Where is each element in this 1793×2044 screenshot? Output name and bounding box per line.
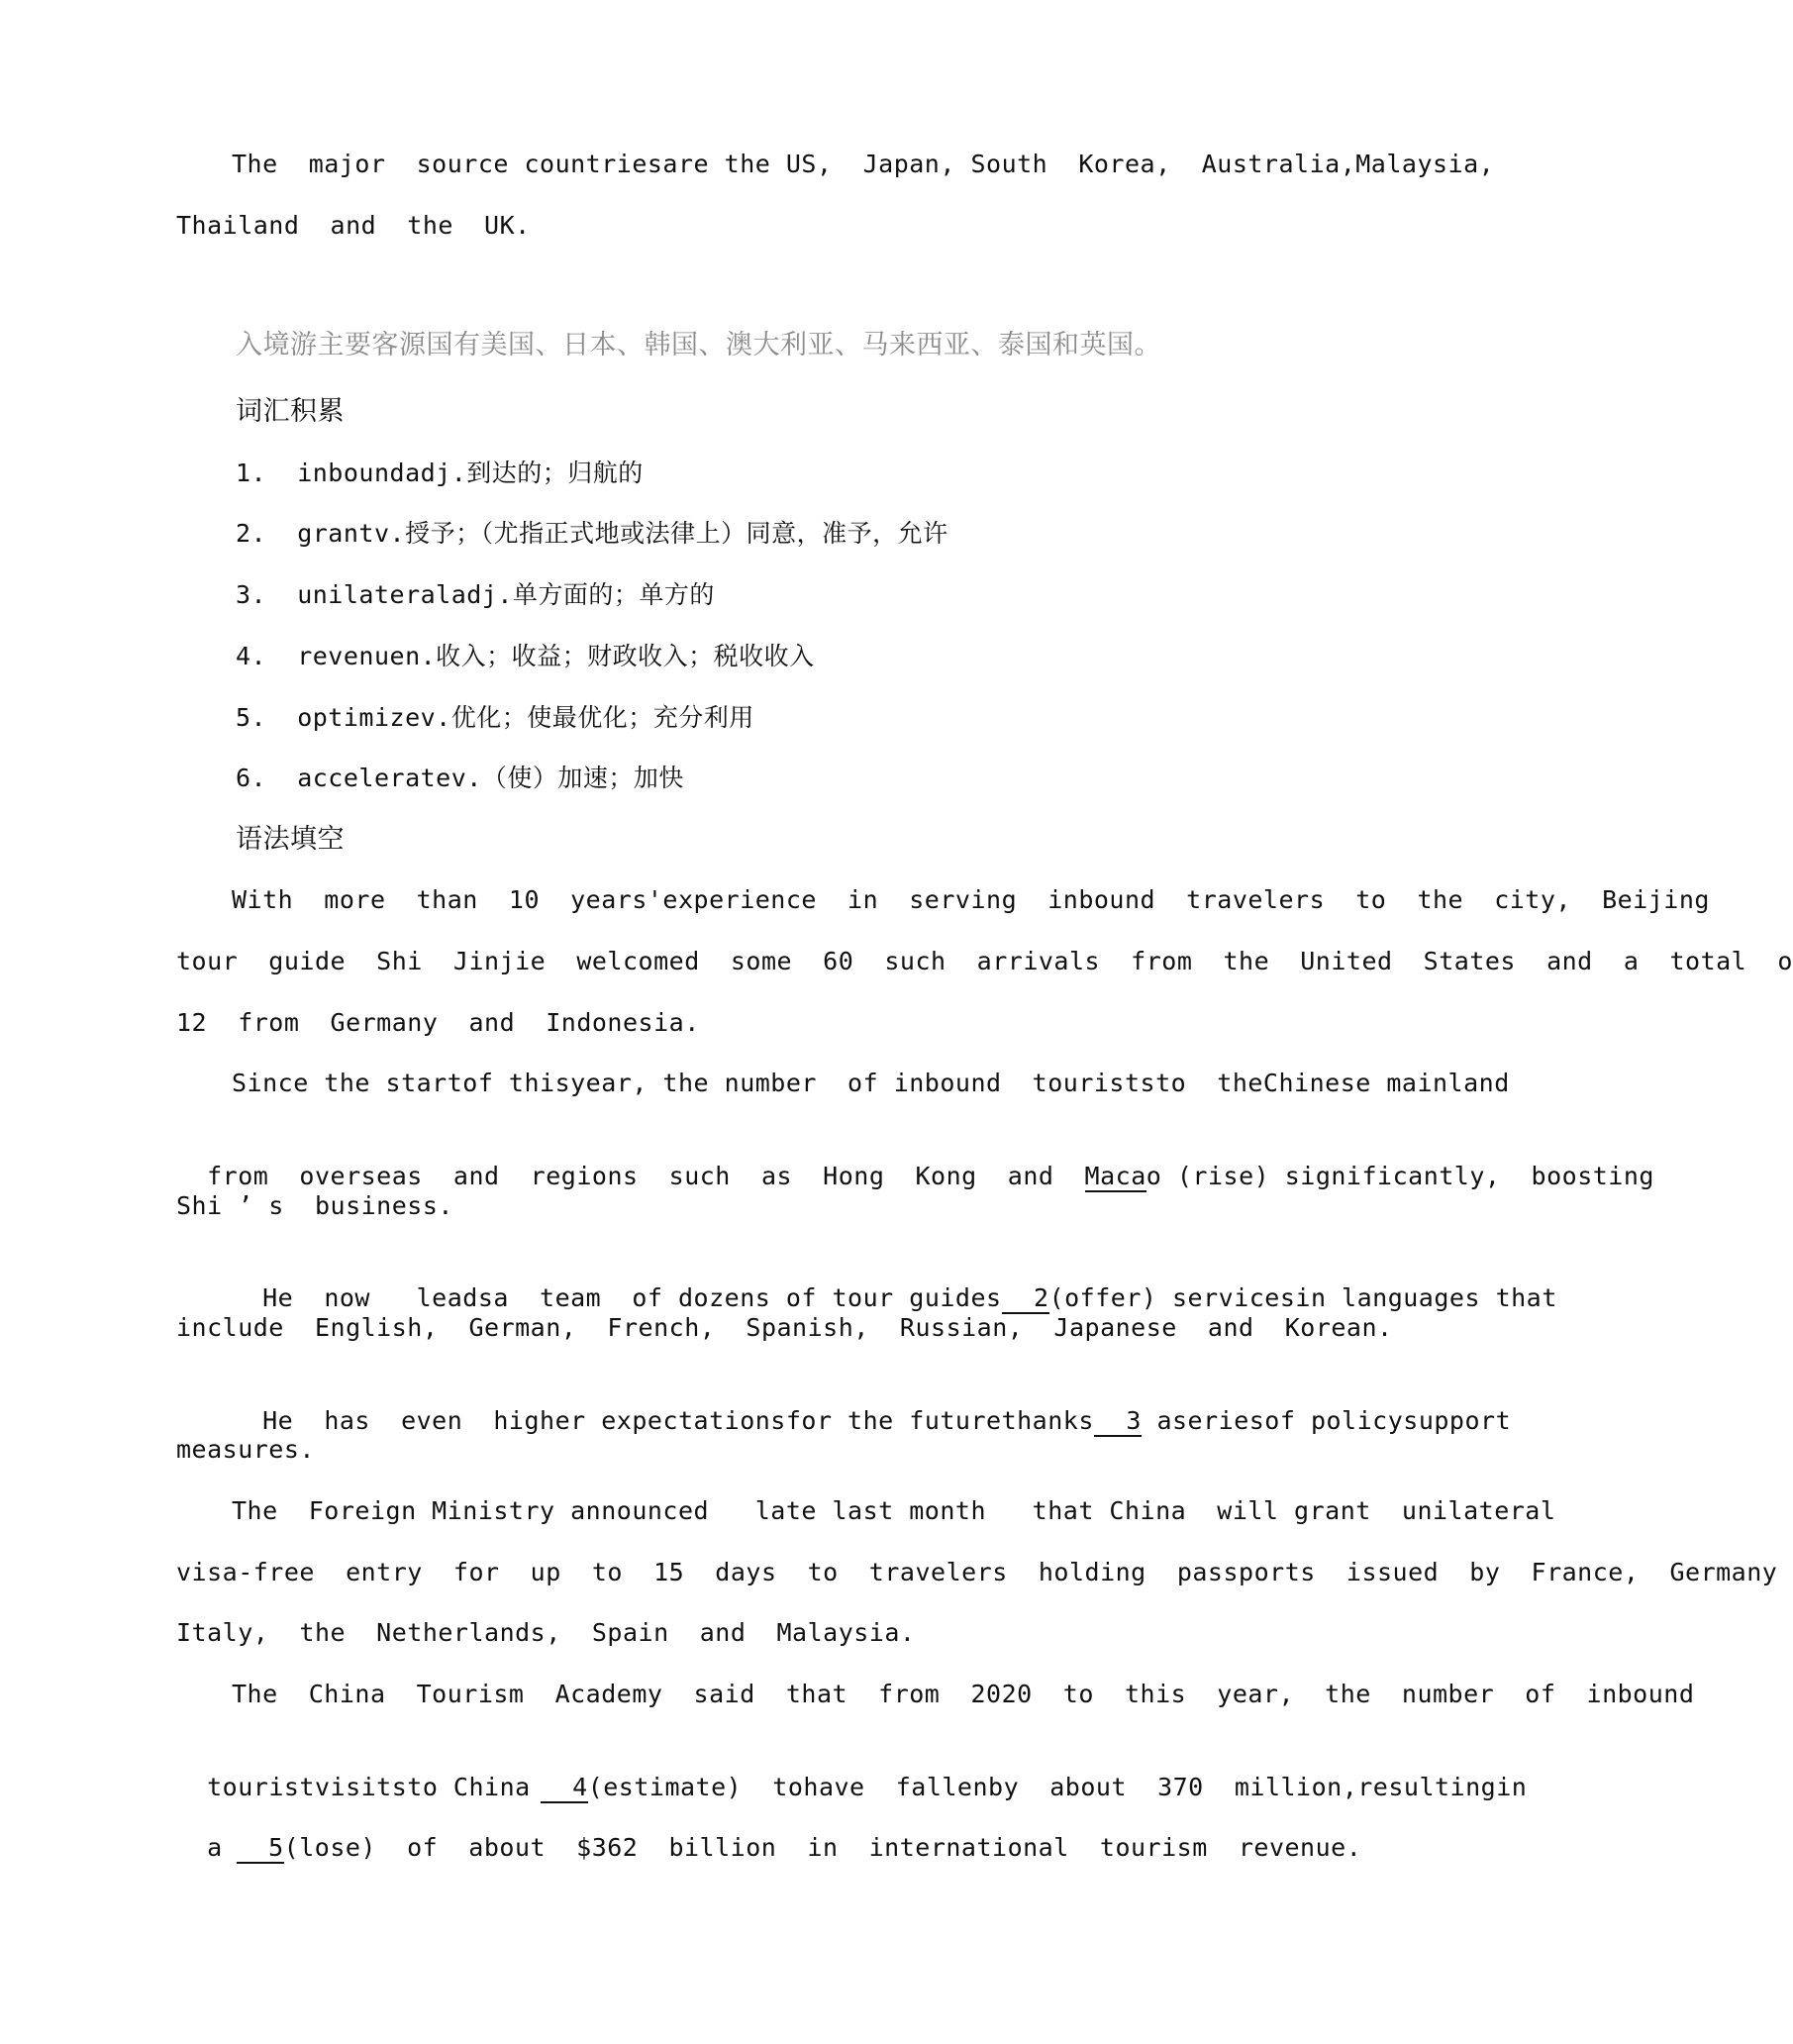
paragraph-3-line: include English, German, French, Spanish, Russian, Japanese and Korean. (176, 1313, 1393, 1342)
paragraph-1-line: With more than 10 years'experience in serving inbound travelers to the city, Beijing (232, 885, 1710, 914)
blank-2[interactable]: 2 (1002, 1282, 1049, 1314)
paragraph-6-text: a (207, 1833, 223, 1862)
intro-line-1: The major source countriesare the US, Japan, South Korea, Australia,Malaysia, (232, 150, 1495, 178)
vocab-item: 4. revenuen.收入；收益；财政收入；税收收入 (236, 642, 815, 670)
paragraph-4-line (232, 1374, 1511, 1437)
vocab-item: 3. unilateraladj.单方面的；单方的 (236, 580, 715, 609)
blank-3[interactable]: 3 (1094, 1405, 1142, 1437)
paragraph-3-text: (offer) servicesin languages that (1048, 1283, 1557, 1312)
paragraph-4-text: aseriesof policysupport (1141, 1406, 1512, 1435)
intro-line-2: Thailand and the UK. (176, 211, 531, 240)
paragraph-1-line: 12 from Germany and Indonesia. (176, 1008, 700, 1037)
paragraph-2-line: Since the startof thisyear, the number of inbound touriststo theChinese mainland (232, 1069, 1510, 1097)
vocab-item: 2. grantv.授予；（尤指正式地或法律上）同意，准予，允许 (236, 519, 948, 548)
blank-5[interactable]: 5 (237, 1832, 284, 1864)
translation-text: 入境游主要客源国有美国、日本、韩国、澳大利亚、马来西亚、泰国和英国。 (236, 330, 1161, 360)
paragraph-5-line: The Foreign Ministry announced late last month that China will grant unilateral (232, 1496, 1556, 1525)
vocab-item: 1. inboundadj.到达的；归航的 (236, 459, 644, 487)
paragraph-2-text: from overseas and regions such as Hong Kong and (207, 1162, 1085, 1190)
paragraph-3-text: He now leadsa team of dozens of tour guides (262, 1283, 1002, 1312)
paragraph-6-line: The China Tourism Academy said that from 2020 to this year, the number of inbound (232, 1680, 1695, 1708)
blank-4[interactable]: 4 (541, 1772, 588, 1803)
paragraph-5-line: Italy, the Netherlands, Spain and Malaysia. (176, 1618, 916, 1647)
paragraph-2-text: o (rise) significantly, boosting (1146, 1162, 1654, 1190)
paragraph-6-text: (lose) of about $362 billion in international tourism revenue. (283, 1833, 1362, 1862)
paragraph-4-text: He has even higher expectationsfor the futurethanks (262, 1406, 1094, 1435)
vocab-heading: 词汇积累 (236, 396, 345, 427)
paragraph-6-line (176, 1740, 1527, 1803)
paragraph-4-line: measures. (176, 1435, 315, 1464)
paragraph-2-line (176, 1129, 1654, 1192)
paragraph-5-line: visa-free entry for up to 15 days to travelers holding passports issued by France, Germany (176, 1558, 1778, 1586)
paragraph-6-text: (estimate) tohave fallenby about 370 million,resultingin (587, 1773, 1528, 1801)
paragraph-6-text: touristvisitsto China (207, 1773, 531, 1801)
paragraph-2-line: Shi ’ s business. (176, 1191, 453, 1220)
vocab-item: 5. optimizev.优化；使最优化；充分利用 (236, 703, 754, 732)
blank-1-underline[interactable]: Maca (1084, 1162, 1146, 1190)
vocab-item: 6. acceleratev.（使）加速；加快 (236, 764, 684, 792)
paragraph-6-line (176, 1800, 1361, 1864)
paragraph-3-line (232, 1251, 1557, 1314)
paragraph-1-line: tour guide Shi Jinjie welcomed some 60 such arrivals from the United States and a total o (176, 947, 1793, 975)
grammar-heading: 语法填空 (236, 824, 345, 855)
